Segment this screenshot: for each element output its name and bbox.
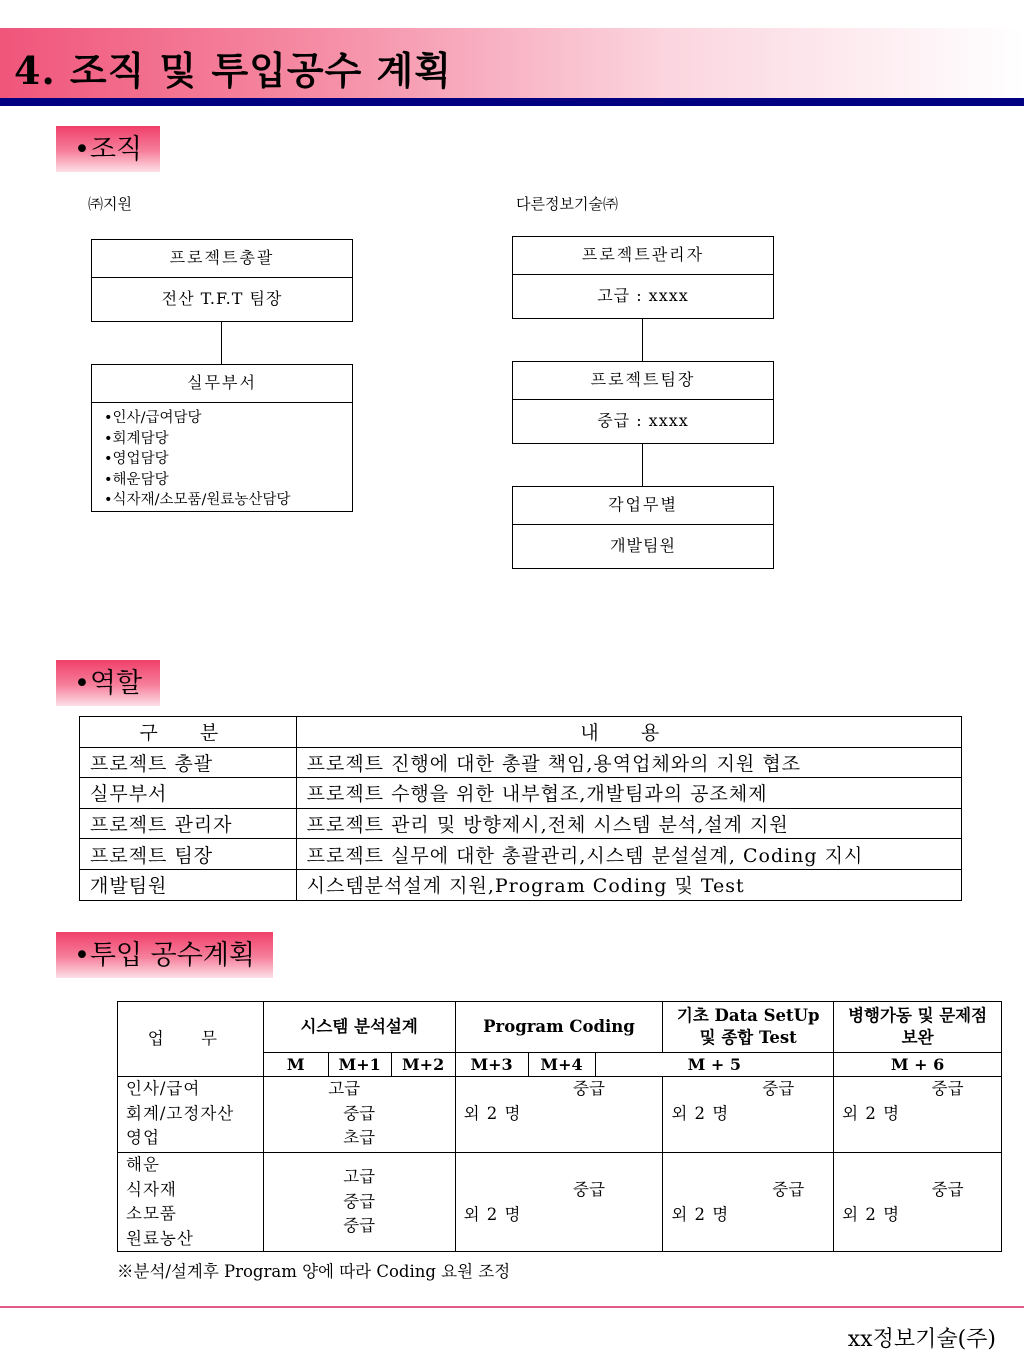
- grade-item: 중급: [343, 1191, 376, 1211]
- role-col-header: 구 분: [80, 717, 297, 748]
- grade-text: 중급: [931, 1079, 964, 1098]
- table-row: [80, 808, 962, 839]
- role-cell: 실무부서: [80, 778, 297, 809]
- content-cell: 시스템분석설계 지원,Program Coding 및 Test: [296, 869, 961, 900]
- work-item: 해운: [126, 1155, 160, 1174]
- table-row: [118, 1153, 1002, 1252]
- org-box-developers: [512, 486, 774, 569]
- org-box-practice-dept: [91, 364, 353, 512]
- role-cell: 프로젝트 팀장: [80, 839, 297, 870]
- org-box-team-lead: [512, 361, 774, 444]
- title-number: 4.: [14, 48, 56, 93]
- page-title: [14, 40, 452, 95]
- grade-item: 중급: [343, 1216, 376, 1235]
- plan-note: ※분석/설계후 Program 양에 따라 Coding 요원 조정: [117, 1262, 511, 1281]
- month-cell: M+4: [528, 1053, 595, 1077]
- table-row: [80, 747, 962, 778]
- month-cell: M + 6: [834, 1053, 1002, 1077]
- org-dept-item: •해운담당: [104, 471, 169, 488]
- org-box-head: 프로젝트총괄: [92, 240, 352, 278]
- grade-text: 중급: [772, 1180, 805, 1199]
- grade-item: 고급: [328, 1079, 361, 1098]
- section-role-label: •역할: [56, 660, 160, 706]
- work-item: 식자재: [126, 1179, 177, 1199]
- section-plan-label: •투입 공수계획: [56, 932, 273, 978]
- org-left-caption: ㈜지원: [88, 195, 132, 213]
- org-dept-item: •회계담당: [104, 430, 169, 447]
- count-text: 외 2 명: [671, 1204, 730, 1224]
- table-header-row: [118, 1002, 1002, 1053]
- content-cell: 프로젝트 실무에 대한 총괄관리,시스템 분설설계, Coding 지시: [296, 839, 961, 870]
- org-box-head: 프로젝트관리자: [513, 237, 773, 275]
- org-box-head: 실무부서: [92, 365, 352, 403]
- content-cell: 프로젝트 수행을 위한 내부협조,개발팀과의 공조체제: [296, 778, 961, 809]
- org-box-body: 고급 : xxxx: [597, 286, 689, 305]
- plan-table: [117, 1001, 1002, 1252]
- count-text: 외 2 명: [842, 1103, 901, 1123]
- role-table: [79, 716, 962, 901]
- table-row: [118, 1077, 1002, 1153]
- month-cell: M + 5: [595, 1053, 834, 1077]
- footer-rule: [0, 1306, 1024, 1308]
- section-org-label: •조직: [56, 126, 160, 172]
- setup-cell: [663, 1077, 834, 1153]
- role-cell: 프로젝트 총괄: [80, 747, 297, 778]
- org-box-head: 각업무별: [513, 487, 773, 525]
- work-item: 영업: [126, 1128, 160, 1147]
- title-rule: [0, 98, 1024, 106]
- parallel-cell: [834, 1153, 1002, 1252]
- content-col-header: 내 용: [296, 717, 961, 748]
- count-text: 외 2 명: [671, 1103, 730, 1123]
- phase-header-coding: Program Coding: [455, 1002, 663, 1053]
- grade-text: 중급: [573, 1180, 605, 1199]
- role-cell: 개발팀원: [80, 869, 297, 900]
- org-box-project-lead: [91, 239, 353, 322]
- work-item: 원료농산: [126, 1228, 194, 1248]
- analysis-cell: [263, 1153, 455, 1252]
- table-row: [80, 869, 962, 900]
- org-connector: [642, 444, 643, 486]
- org-right-caption: 다른정보기술㈜: [516, 195, 618, 213]
- phase-header-parallel: 병행가동 및 문제점 보완: [834, 1002, 1002, 1053]
- role-cell: 프로젝트 관리자: [80, 808, 297, 839]
- phase-header-analysis: 시스템 분석설계: [263, 1002, 455, 1053]
- org-box-body: 전산 T.F.T 팀장: [161, 289, 283, 308]
- org-box-project-manager: [512, 236, 774, 319]
- table-row: [80, 778, 962, 809]
- grade-item: 초급: [343, 1128, 376, 1147]
- content-cell: 프로젝트 진행에 대한 총괄 책임,용역업체와의 지원 협조: [296, 747, 961, 778]
- work-item: 소모품: [126, 1204, 177, 1223]
- org-dept-item: •영업담당: [104, 451, 169, 467]
- work-cell: [118, 1153, 264, 1252]
- table-row: [80, 839, 962, 870]
- title-text: 조직 및 투입공수 계획: [69, 49, 452, 93]
- phase-header-setup: 기초 Data SetUp 및 종합 Test: [663, 1002, 834, 1053]
- work-header: 업 무: [118, 1002, 264, 1077]
- org-connector: [642, 319, 643, 361]
- org-box-body: 개발팀원: [610, 536, 676, 555]
- month-cell: M+2: [391, 1053, 455, 1077]
- month-cell: M+3: [455, 1053, 528, 1077]
- month-cell: M+1: [328, 1053, 391, 1077]
- coding-cell: [455, 1153, 663, 1252]
- parallel-cell: [834, 1077, 1002, 1153]
- org-connector: [221, 322, 222, 364]
- org-box-body: 중급 : xxxx: [597, 411, 689, 430]
- count-text: 외 2 명: [842, 1204, 901, 1224]
- work-cell: [118, 1077, 264, 1153]
- analysis-cell: [263, 1077, 455, 1153]
- coding-cell: [455, 1077, 663, 1153]
- grade-item: 고급: [343, 1167, 376, 1186]
- org-dept-item: •인사/급여담당: [104, 410, 202, 426]
- table-header-row: [80, 717, 962, 748]
- count-text: 외 2 명: [463, 1103, 522, 1123]
- org-dept-list: [92, 403, 352, 511]
- count-text: 외 2 명: [463, 1204, 522, 1224]
- footer-company: xx정보기술(주): [847, 1327, 996, 1352]
- grade-text: 중급: [931, 1180, 964, 1199]
- setup-cell: [663, 1153, 834, 1252]
- work-item: 회계/고정자산: [126, 1103, 235, 1123]
- org-dept-item: •식자재/소모품/원료농산담당: [104, 492, 291, 508]
- work-item: 인사/급여: [126, 1079, 201, 1098]
- content-cell: 프로젝트 관리 및 방향제시,전체 시스템 분석,설계 지원: [296, 808, 961, 839]
- grade-text: 중급: [762, 1079, 795, 1098]
- grade-item: 중급: [343, 1103, 376, 1123]
- month-cell: M: [263, 1053, 328, 1077]
- org-box-head: 프로젝트팀장: [513, 362, 773, 400]
- grade-text: 중급: [573, 1079, 605, 1098]
